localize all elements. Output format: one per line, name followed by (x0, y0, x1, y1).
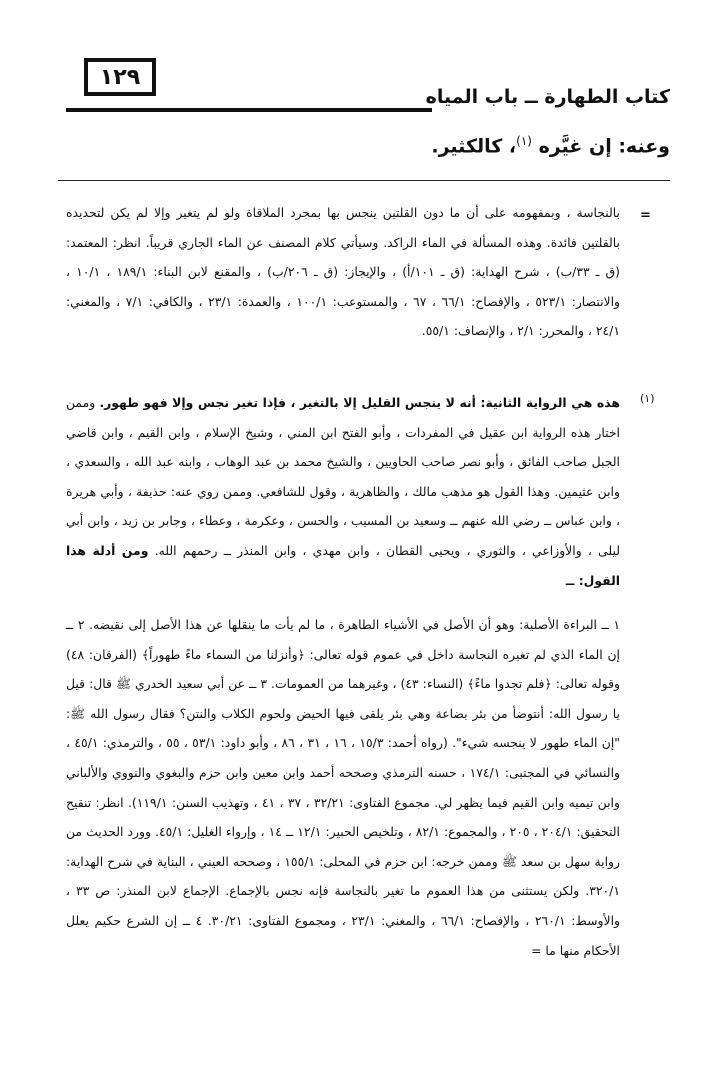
header-rule (66, 108, 432, 112)
page-number (84, 58, 156, 96)
footnote-1-tail: ومن أدلة هذا القول: ــ (66, 542, 620, 588)
footnote-1-evidence: ١ ــ البراءة الأصلية: وهو أن الأصل في الأشياء الطاهرة ، ما لم يأت ما ينقلها عن هذا الأصل إلى نقيضه. ٢ ــ إن الماء الذي لم تغيره النجاسة داخل في عموم قوله تعالى: ﴿وأنزلنا من السماء ماءً طهوراً﴾ (الفرقان: ٤٨) وقوله تعالى: ﴿فلم تجدوا ماءً﴾ (النساء: ٤٣) ، وغيرهما من العمومات. ٣ ــ عن أبي سعيد الخدري ﷺ قال: قيل يا رسول الله: أنتوضأ من بئر بضاعة وهي بئر يلقى فيها الحيض ولحوم الكلاب والنتن؟ فقال رسول الله ﷺ: "إن الماء طهور لا ينجسه شيء". (رواه أحمد: ١٥/٣ ، ١٦ ، ٣١ ، ٨٦ ، وأبو داود: ٥٣/١ ، ٥٥ ، والترمذي: ٤٥/١ ، والنسائي في المجتبى: ١٧٤/١ ، حسنه الترمذي وصححه أحمد وابن معين وابن حزم والبغوي والنووي والألباني وابن تيميه وابن القيم فيما يظهر لي. مجموع الفتاوى: ٣٢/٢١ ، ٣٧ ، ٤١ ، وتهذيب السنن: ١١٩/١). انظر: تنقيح التحقيق: ٢٠٤/١ ، ٢٠٥ ، والمجموع: ٨٢/١ ، وتلخيص الحبير: ١٢/١ ــ ١٤ ، وإرواء الغليل: ٤٥/١. وورد الحديث من رواية سهل بن سعد ﷺ وممن خرجه: ابن حزم في المحلى: ١٥٥/١ ، وصححه العيني ، البناية في شرح الهداية: ٣٢٠/١. ولكن يستثنى من هذا العموم ما تغير بالنجاسة فإنه نجس بالإجماع. الإجماع لابن المنذر: ص ٣٣ ، والأوسط: ٢٦٠/١ ، والإفصاح: ٦٦/١ ، والمغني: ٢٣/١ ، ومجموع الفتاوى: ٣٠/٢١. ٤ ــ إن الشرع حكيم يعلل الأحكام منها ما = (66, 617, 620, 958)
footnote-continuation: بالنجاسة ، وبمفهومه على أن ما دون القلتين ينجس بها بمجرد الملاقاة ولو لم يتغير وإلا لم يكن لتحديده بالقلتين فائدة. وهذه المسألة في الماء الراكد. وسيأتي كلام المصنف عن الماء الجاري قريباً. انظر: المعتمد: (ق ـ ٣٣/ب) ، شرح الهداية: (ق ـ ١٠١/أ) ، والإيجاز: (ق ـ ٢٠٦/ب) ، والمقنع لابن البناء: ١٨٩/١ ، ١٠/١ ، والانتصار: ٥٢٣/١ ، والإفصاح: ٦٦/١ ، ٦٧ ، والمستوعب: ١٠٠/١ ، والعمدة: ٢٣/١ ، والكافي: ٧/١ ، والمغني: ٢٤/١ ، والمحرر: ٢/١ ، والإنصاف: ٥٥/١. (66, 205, 621, 339)
footnote-1-marker: (١) (640, 392, 655, 405)
continuation-marker: = (640, 208, 651, 223)
footnote-1-text: وممن اختار هذه الرواية ابن عقيل في المفردات ، وأبو الفتح ابن المني ، وشيخ الإسلام ، وابن القيم ، وابن قاضي الجبل صاحب الفائق ، وأبو نصر صاحب الحاويين ، والشيخ محمد بن عبد الوهاب ، وابنه عبد الله ، والسعدي ، وابن عثيمين. وهذا القول هو مذهب مالك ، والظاهرية ، وقول للشافعي. وممن روي عنه: حذيفة ، وأبي هريرة ، وابن عباس ــ رضي الله عنهم ــ وسعيد بن المسيب ، والحسن ، وعكرمة ، وعطاء ، وجابر بن زيد ، وابن أبي ليلى ، والأوزاعي ، والثوري ، ويحيى القطان ، وابن مهدي ، وابن المنذر ــ رحمهم الله. (66, 395, 621, 558)
footnote-separator (58, 180, 670, 181)
page-number-text: ١٢٩ (99, 64, 141, 90)
main-text-after: ، كالكثير. (431, 135, 517, 158)
main-text-before: وعنه: إن غيَّره (538, 135, 670, 158)
running-title: كتاب الطهارة ــ باب المياه (425, 86, 670, 108)
footnote-1 (66, 388, 620, 595)
footnote-1-lead: هذه هي الرواية الثانية: أنه لا ينجس القليل إلا بالتغير ، فإذا تغير نجس وإلا فهو طهور. (99, 395, 620, 410)
footnote-reference: (١) (516, 134, 532, 148)
main-statement (431, 134, 670, 157)
